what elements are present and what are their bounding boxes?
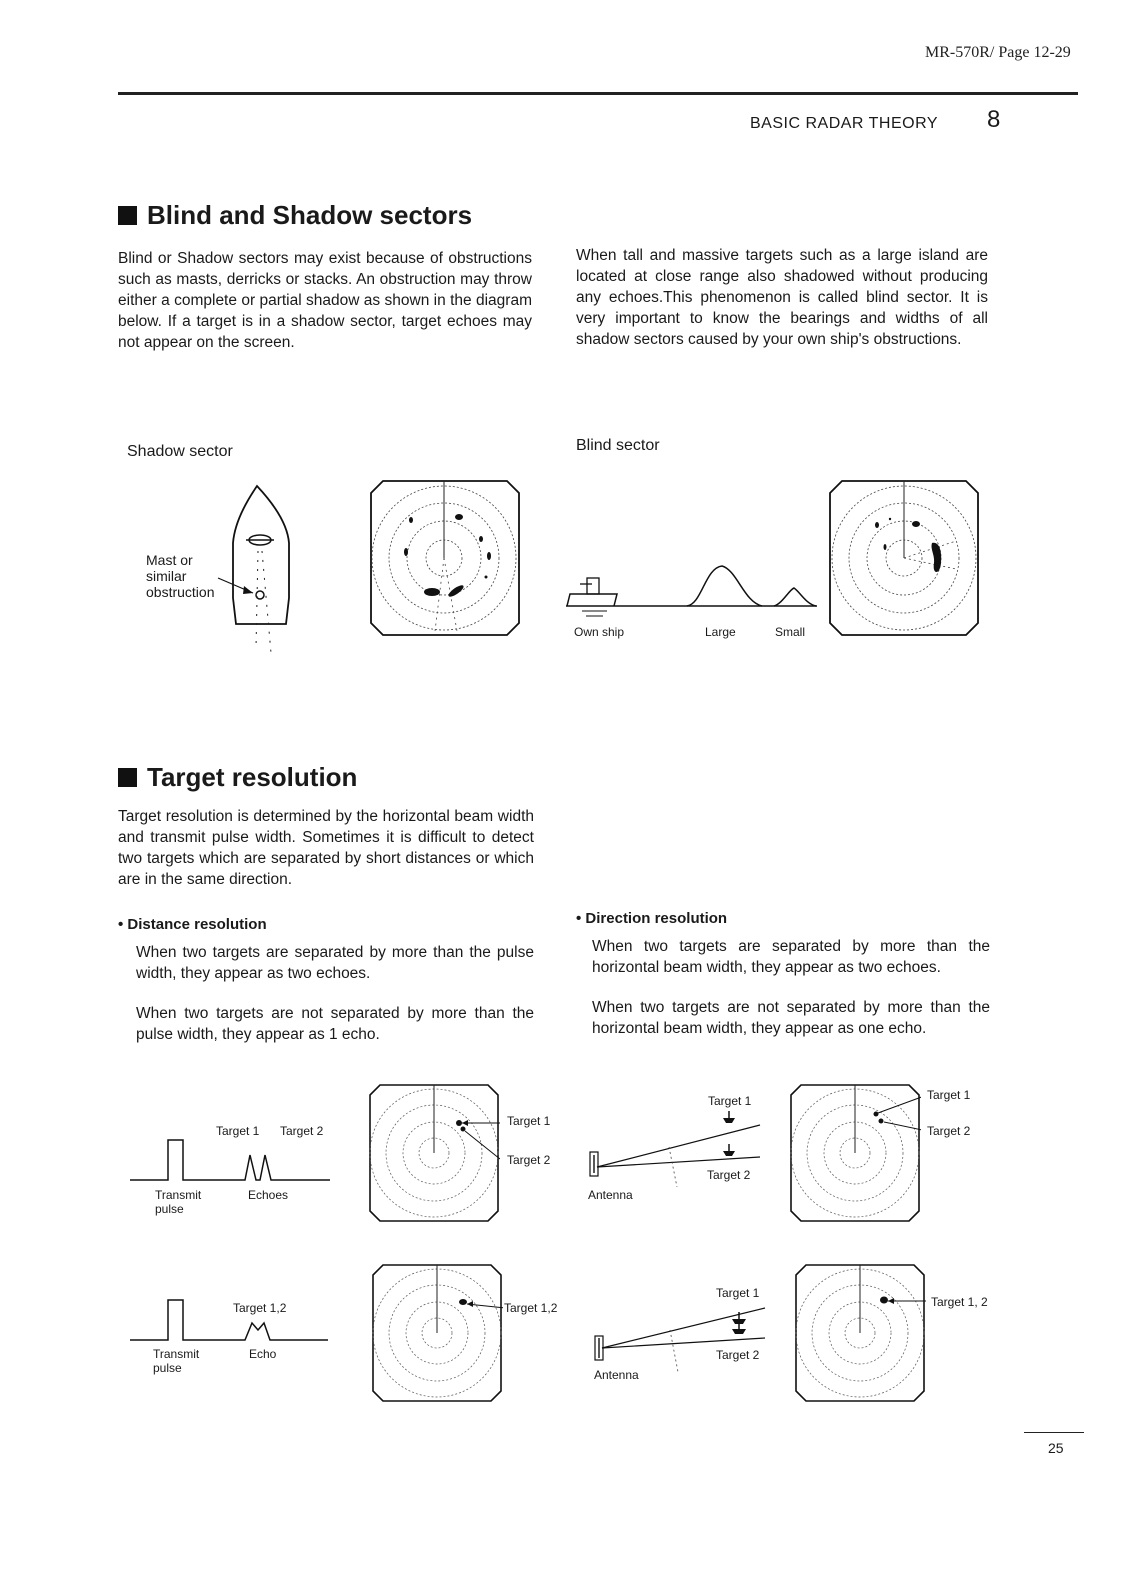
- radar-screen-direction-two: [789, 1083, 921, 1223]
- section-title-target-resolution: [118, 762, 357, 793]
- antenna2-target1-label: Target 1: [716, 1286, 760, 1300]
- section-title-blind-shadow: [118, 200, 472, 231]
- radar-screen-direction-one: [794, 1263, 926, 1403]
- pulse-text: pulse: [155, 1202, 184, 1216]
- transmit-text: Transmit: [155, 1188, 202, 1202]
- page-number: 25: [1048, 1440, 1064, 1456]
- section-title-text: Target resolution: [147, 762, 358, 792]
- mast-label-line2: similar: [146, 568, 187, 584]
- section-title-text: Blind and Shadow sectors: [147, 200, 473, 230]
- paragraph-blind: When tall and massive targets such as a large island are located at close range also shadowed without producing any echoes.This phenomenon is called blind sector. It is very important to know the bearings and widths of all shadow sectors caused by your own ship's obstructions.: [576, 247, 988, 348]
- direction-radar-target1-label: Target 1: [927, 1088, 971, 1102]
- distance-radar-target2-label: Target 2: [507, 1153, 551, 1167]
- radar-screen-distance-two: [368, 1083, 500, 1223]
- pulse-target1-label: Target 1: [216, 1124, 260, 1138]
- direction-resolution-heading: • Direction resolution: [576, 910, 728, 927]
- chapter-title: BASIC RADAR THEORY: [750, 115, 939, 132]
- direction-radar-target2-label: Target 2: [927, 1124, 971, 1138]
- distance-resolution-heading: • Distance resolution: [118, 916, 267, 933]
- antenna-diagram-one: [590, 1298, 770, 1376]
- blind-sector-landscape: [562, 558, 824, 628]
- mast-label-line1: Mast or: [146, 552, 193, 568]
- large-label: Large: [705, 625, 736, 639]
- paragraph-target-resolution: Target resolution is determined by the horizontal beam width and transmit pulse width. Sometimes it is difficult to detect two targets which are separated by short distances or which are in the same direction.: [118, 808, 534, 888]
- transmit-text: Transmit: [153, 1347, 200, 1361]
- transmit-pulse-label-2: [153, 1347, 199, 1375]
- paragraph-shadow: Blind or Shadow sectors may exist because of obstructions such as masts, derricks or stacks. An obstruction may throw either a complete or partial shadow as shown in the diagram below. If a target is in a shadow sector, target echoes may not appear on the screen.: [118, 250, 532, 351]
- antenna1-label: Antenna: [588, 1188, 633, 1202]
- pulse-target12-label: Target 1,2: [233, 1301, 287, 1315]
- distance-paragraph-2: When two targets are not separated by more than the pulse width, they appear as 1 echo.: [136, 1005, 534, 1043]
- mast-label: [146, 552, 214, 600]
- header-rule: [118, 92, 1078, 95]
- direction-paragraph-1: When two targets are separated by more than the horizontal beam width, they appear as two echoes.: [592, 938, 990, 976]
- chapter-number: 8: [987, 106, 1001, 133]
- own-ship-label: Own ship: [574, 625, 625, 639]
- pulse-diagram-two-echoes: [128, 1135, 333, 1185]
- radar-screen-distance-one: [371, 1263, 503, 1403]
- antenna1-target2-label: Target 2: [707, 1168, 751, 1182]
- direction-paragraph-2: When two targets are not separated by more than the horizontal beam width, they appear as one echo.: [592, 999, 990, 1037]
- mast-label-line3: obstruction: [146, 584, 215, 600]
- radar-screen-shadow: [369, 479, 521, 637]
- square-bullet-icon: [118, 206, 137, 225]
- antenna2-target2-label: Target 2: [716, 1348, 760, 1362]
- radar-screen-blind: [828, 479, 980, 637]
- direction-radar-target12-label: Target 1, 2: [931, 1295, 988, 1309]
- distance-radar-target12-label: Target 1,2: [504, 1301, 558, 1315]
- square-bullet-icon: [118, 768, 137, 787]
- footer-rule: [1024, 1432, 1084, 1433]
- echoes-label: Echoes: [248, 1188, 289, 1202]
- transmit-pulse-label: [155, 1188, 201, 1216]
- shadow-sector-label: Shadow sector: [127, 443, 233, 460]
- small-label: Small: [775, 625, 806, 639]
- pulse-target2-label: Target 2: [280, 1124, 324, 1138]
- document-reference: MR-570R/ Page 12-29: [925, 44, 1071, 61]
- pulse-text: pulse: [153, 1361, 182, 1375]
- blind-sector-label: Blind sector: [576, 437, 660, 454]
- distance-radar-target1-label: Target 1: [507, 1114, 551, 1128]
- pulse-diagram-one-echo: [128, 1295, 333, 1345]
- distance-paragraph-1: When two targets are separated by more than the pulse width, they appear as two echoes.: [136, 944, 534, 982]
- echo-label: Echo: [249, 1347, 277, 1361]
- antenna2-label: Antenna: [594, 1368, 639, 1382]
- antenna1-target1-label: Target 1: [708, 1094, 752, 1108]
